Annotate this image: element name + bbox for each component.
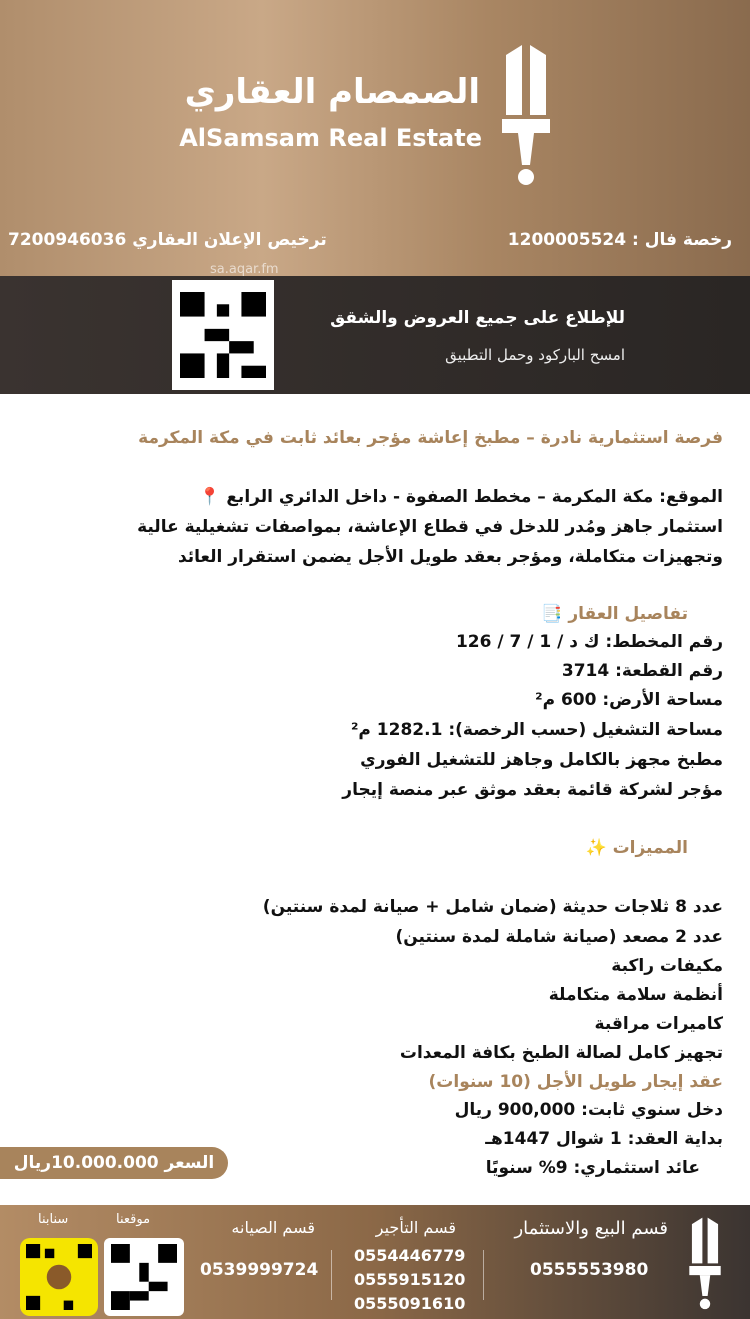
website-label: موقعنا [116, 1212, 151, 1227]
detail-item: رقم المخطط: ك د / 1 / 7 / 126 [455, 632, 723, 652]
promo-line-1: للإطلاع على جميع العروض والشقق [330, 308, 625, 328]
app-promo-band [0, 276, 750, 394]
fal-license: رخصة فال : 1200005524 [507, 230, 732, 250]
intro-line: استثمار جاهز ومُدر للدخل في قطاع الإعاشة، بمواصفات تشغيلية عالية [137, 517, 723, 537]
lease-heading: عقد إيجار طويل الأجل (10 سنوات) [428, 1072, 723, 1092]
maintenance-label: قسم الصيانه [231, 1218, 315, 1237]
rent-phone[interactable]: 0555915120 [354, 1270, 466, 1289]
ad-license: ترخيص الإعلان العقاري 7200946036 [8, 230, 327, 250]
feature-item: مكيفات راكبة [611, 956, 723, 976]
lease-item: دخل سنوي ثابت: 900,000 ريال [454, 1100, 723, 1120]
lease-item: عائد استثماري: 9% سنويًا [485, 1158, 700, 1178]
detail-item: مؤجر لشركة قائمة بعقد موثق عبر منصة إيجار [342, 780, 723, 800]
snapchat-label: سنابنا [38, 1212, 69, 1227]
watermark: sa.aqar.fm [210, 262, 279, 277]
intro-line: وتجهيزات متكاملة، ومؤجر بعقد طويل الأجل يضمن استقرار العائد [177, 547, 723, 567]
sword-logo-icon [500, 45, 552, 190]
maintenance-phone[interactable]: 0539999724 [200, 1260, 319, 1280]
listing-title: فرصة استثمارية نادرة – مطبخ إعاشة مؤجر بعائد ثابت في مكة المكرمة [138, 428, 723, 448]
detail-item: مساحة الأرض: 600 م² [535, 690, 723, 710]
rent-phone[interactable]: 0555091610 [354, 1294, 466, 1313]
feature-item: تجهيز كامل لصالة الطبخ بكافة المعدات [399, 1043, 723, 1063]
brand-name-arabic: الصمصام العقاري [184, 72, 480, 112]
detail-item: رقم القطعة: 3714 [561, 661, 723, 681]
sales-phone[interactable]: 0555553980 [530, 1260, 649, 1280]
rent-phone[interactable]: 0554446779 [354, 1246, 466, 1265]
snapchat-code[interactable] [20, 1238, 98, 1316]
brand-name-english: AlSamsam Real Estate [179, 124, 482, 152]
lease-item: بداية العقد: 1 شوال 1447هـ [485, 1129, 723, 1149]
feature-item: عدد 2 مصعد (صيانة شاملة لمدة سنتين) [395, 927, 723, 947]
price-badge: السعر 10.000.000ريال [0, 1147, 228, 1179]
website-qr-code[interactable] [104, 1238, 184, 1316]
promo-line-2: امسح الباركود وحمل التطبيق [445, 346, 625, 364]
features-heading: المميزات ✨ [585, 838, 688, 858]
sword-logo-icon [688, 1215, 722, 1315]
details-heading: تفاصيل العقار 📑 [541, 604, 688, 624]
app-qr-code[interactable] [172, 280, 274, 390]
rent-label: قسم التأجير [375, 1218, 456, 1237]
feature-item: عدد 8 ثلاجات حديثة (ضمان شامل + صيانة لمدة سنتين) [262, 897, 723, 917]
sales-label: قسم البيع والاستثمار [514, 1218, 668, 1239]
feature-item: كاميرات مراقبة [594, 1014, 723, 1034]
intro-line: الموقع: مكة المكرمة – مخطط الصفوة - داخل الدائري الرابع 📍 [199, 487, 723, 507]
feature-item: أنظمة سلامة متكاملة [548, 985, 723, 1005]
detail-item: مساحة التشغيل (حسب الرخصة): 1282.1 م² [350, 720, 723, 740]
detail-item: مطبخ مجهز بالكامل وجاهز للتشغيل الفوري [360, 750, 723, 770]
